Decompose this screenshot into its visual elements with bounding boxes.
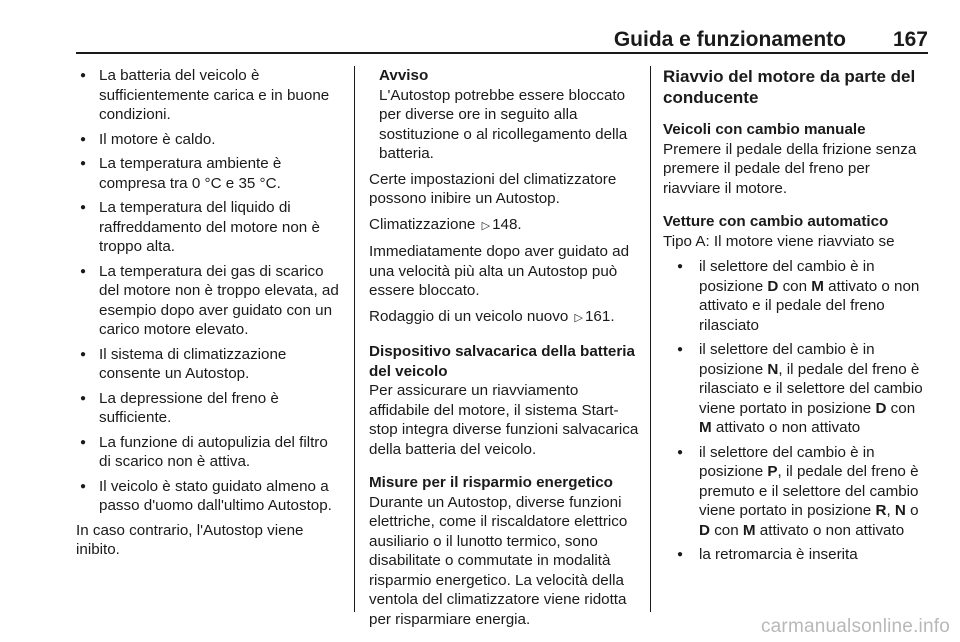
page-title: Guida e funzionamento (613, 28, 846, 51)
list-item: ● La batteria del veicolo è sufficientemente carica e in buone condizioni. (76, 66, 342, 125)
list-item: ● La temperatura dei gas di scarico del motore non è troppo elevata, ad esempio dopo aver guidato con un carico motore elevato. (76, 262, 342, 340)
triangle-right-icon: ▷ (481, 219, 491, 232)
list-item: ● La depressione del freno è sufficiente. (76, 389, 342, 428)
list-item: ● La funzione di autopulizia del filtro di scarico non è attiva. (76, 433, 342, 472)
subsection-heading: Veicoli con cambio manuale (663, 121, 866, 138)
paragraph: Per assicurare un riavviamento affidabile del motore, il sistema Start-stop integra diverse funzioni salvacarica della batteria del veicolo. (369, 382, 639, 458)
cross-reference[interactable] (369, 215, 639, 237)
paragraph: Durante un Autostop, diverse funzioni elettriche, come il riscaldatore elettrico ausiliario o il lunotto termico, sono disabilitate o commutate in modalità risparmio energetico. La velocità della ventola del climatizzatore viene ridotta per risparmiare energia. (369, 493, 628, 628)
xref-label: Rodaggio di un veicolo nuovo (369, 307, 569, 325)
paragraph: Certe impostazioni del climatizzatore possono inibire un Autostop. (369, 170, 617, 207)
column-3 (663, 66, 928, 570)
list-item: ● Il sistema di climatizzazione consente un Autostop. (76, 345, 342, 384)
column-2 (369, 66, 639, 635)
section-heading: Dispositivo salvacarica della batteria del veicolo (369, 343, 635, 380)
triangle-right-icon: ▷ (574, 311, 583, 324)
list-item: ● Il veicolo è stato guidato almeno a passo d'uomo dall'ultimo Autostop. (76, 477, 342, 516)
notice-box (369, 66, 639, 164)
closing-paragraph: In caso contrario, l'Autostop viene inibito. (76, 521, 304, 558)
xref-page: 161. (584, 307, 615, 325)
notice-title: Avviso (379, 67, 429, 84)
section-heading: Misure per il risparmio energetico (369, 474, 613, 491)
column-1 (76, 66, 342, 566)
page-number: 167 (892, 28, 928, 51)
paragraph: Tipo A: Il motore viene riavviato se (663, 232, 895, 250)
watermark: carmanualsonline.info (760, 616, 950, 637)
list-item: ● la retromarcia è inserita (663, 545, 928, 565)
list-item: ● il selettore del cambio è in posizione N, il pedale del freno è rilasciato e il selettore del cambio viene portato in posizione D con M attivato o non attivato (663, 340, 928, 438)
column-divider (650, 66, 651, 612)
paragraph: Premere il pedale della frizione senza premere il pedale del freno per riavviare il motore. (663, 140, 917, 197)
header-rule (76, 52, 928, 54)
list-item: ● il selettore del cambio è in posizione P, il pedale del freno è premuto e il selettore del cambio viene portato in posizione R, N o D con M attivato o non attivato (663, 443, 928, 541)
list-item: ● La temperatura del liquido di raffreddamento del motore non è troppo alta. (76, 198, 342, 257)
subsection-heading: Vetture con cambio automatico (663, 213, 889, 230)
notice-body: L'Autostop potrebbe essere bloccato per diverse ore in seguito alla sostituzione o al ricollegamento della batteria. (379, 86, 628, 162)
restart-conditions-list (663, 257, 928, 565)
column-divider (354, 66, 355, 612)
conditions-list (76, 66, 342, 516)
paragraph: Immediatamente dopo aver guidato ad una velocità più alta un Autostop può essere bloccato. (369, 243, 630, 299)
list-item: ● La temperatura ambiente è compresa tra 0 °C e 35 °C. (76, 154, 342, 193)
xref-label: Climatizzazione (369, 215, 476, 233)
xref-page: 148. (492, 215, 522, 233)
list-item: ● il selettore del cambio è in posizione D con M attivato o non attivato e il pedale del freno rilasciato (663, 257, 928, 335)
section-title: Riavvio del motore da parte del conducente (663, 67, 916, 107)
list-item: ● Il motore è caldo. (76, 130, 342, 150)
cross-reference[interactable] (369, 307, 639, 329)
